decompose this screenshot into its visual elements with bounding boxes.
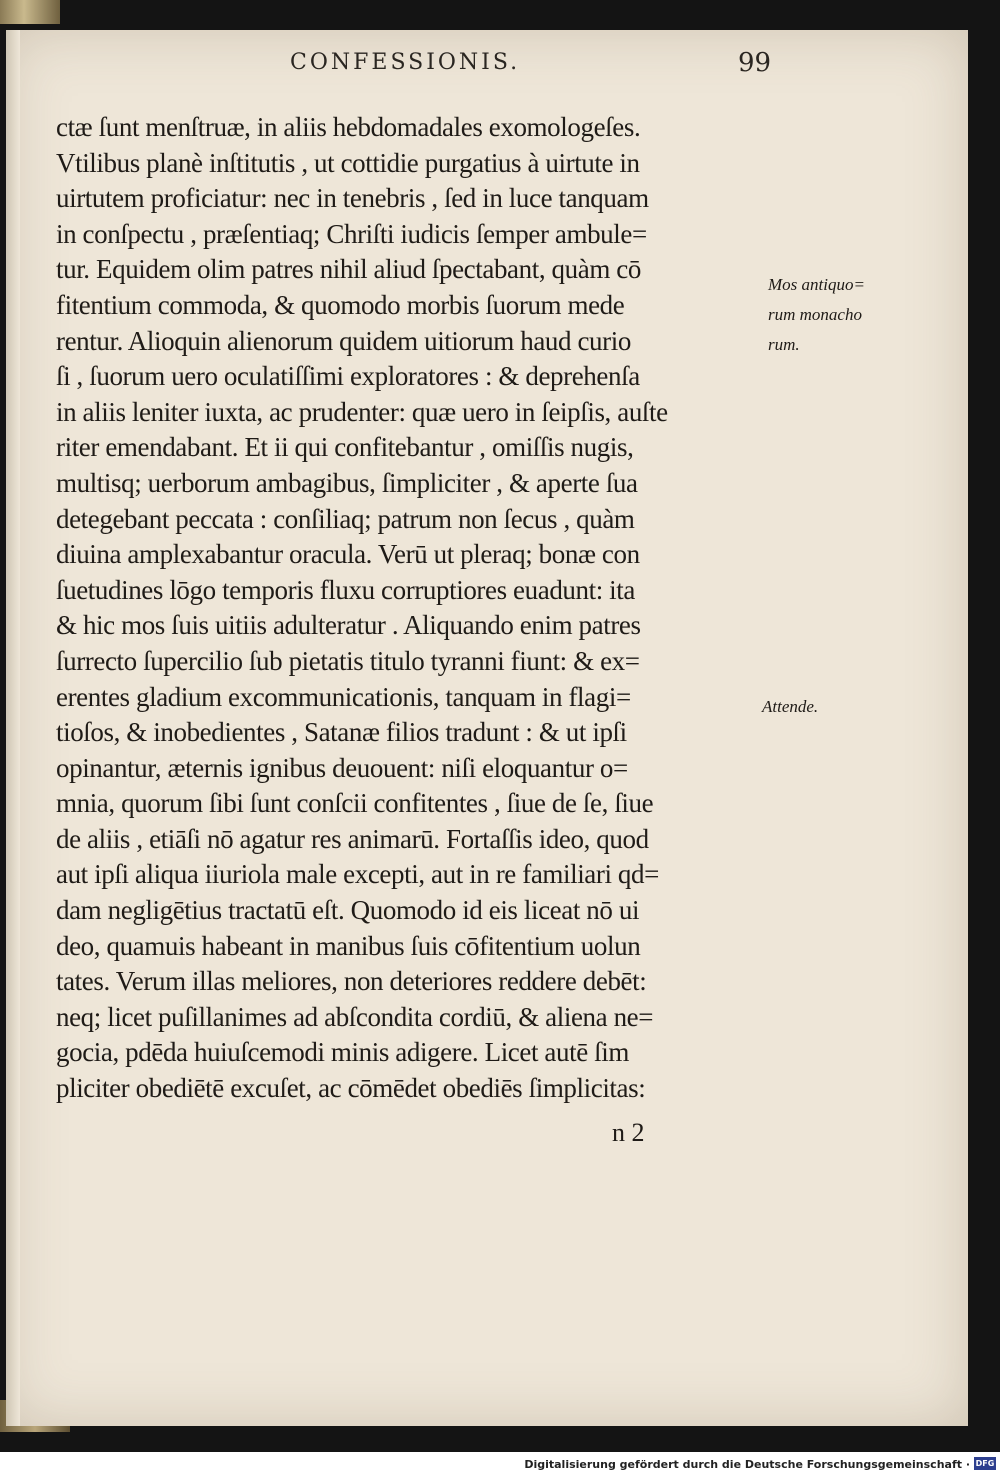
text-line: mnia, quorum ſibi ſunt conſcii confitentes , ſiue de ſe, ſiue xyxy=(56,788,654,819)
text-line: deo, quamuis habeant in manibus ſuis cōfitentium uolun xyxy=(56,930,641,961)
text-line: fitentium commoda, & quomodo morbis ſuorum mede xyxy=(56,289,625,320)
text-line: Vtilibus planè inſtitutis , ut cottidie purgatius à uirtute in xyxy=(56,147,640,178)
text-line: tioſos, & inobedientes , Satanæ filios tradunt : & ut ipſi xyxy=(56,717,627,748)
text-line: tur. Equidem olim patres nihil aliud ſpectabant, quàm cō xyxy=(56,254,641,285)
page-gutter-shadow xyxy=(6,30,20,1426)
body-text xyxy=(56,110,776,1107)
text-line: rentur. Alioquin alienorum quidem uitiorum haud curio xyxy=(56,325,631,356)
text-line: de aliis , etiāſi nō agatur res animarū. Fortaſſis ideo, quod xyxy=(56,823,649,854)
text-line: & hic mos ſuis uitiis adulteratur . Aliquando enim patres xyxy=(56,610,641,641)
text-line: ſuetudines lōgo temporis fluxu corruptiores euadunt: ita xyxy=(56,574,635,605)
text-line: ſurrecto ſupercilio ſub pietatis titulo tyranni fiunt: & ex= xyxy=(56,645,640,676)
margin-note-line: Mos antiquo= xyxy=(768,275,865,294)
text-line: aut ipſi aliqua iiuriola male excepti, aut in re familiari qd= xyxy=(56,859,659,890)
margin-note-line: Attende. xyxy=(762,697,819,716)
margin-note-mos-antiquorum xyxy=(768,270,865,360)
text-line: opinantur, æternis ignibus deuouent: niſi eloquantur o= xyxy=(56,752,628,783)
text-line: tates. Verum illas meliores, non deteriores reddere debēt: xyxy=(56,966,647,997)
text-line: ctæ ſunt menſtruæ, in aliis hebdomadales exomologeſes. xyxy=(56,112,641,142)
text-line: neq; licet puſillanimes ad abſcondita cordiū, & aliena ne= xyxy=(56,1001,654,1032)
text-line: in conſpectu , præſentiaq; Chriſti iudicis ſemper ambule= xyxy=(56,218,647,249)
funding-notice: Digitalisierung gefördert durch die Deutsche Forschungsgemeinschaft · xyxy=(524,1458,970,1471)
margin-note-attende xyxy=(762,692,818,722)
text-line: riter emendabant. Et ii qui confitebantur , omiſſis nugis, xyxy=(56,432,634,463)
dfg-logo: DFG xyxy=(975,1459,995,1468)
text-line: in aliis leniter iuxta, ac prudenter: quæ uero in ſeipſis, auſte xyxy=(56,396,668,427)
text-line: uirtutem proficiatur: nec in tenebris , ſed in luce tanquam xyxy=(56,183,649,214)
text-line: dam negligētius tractatū eſt. Quomodo id eis liceat nō ui xyxy=(56,895,640,926)
margin-note-line: rum monacho xyxy=(768,305,862,324)
text-line: detegebant peccata : conſiliaq; patrum non ſecus , quàm xyxy=(56,503,635,534)
text-line: multisq; uerborum ambagibus, ſimpliciter , & aperte ſua xyxy=(56,467,638,498)
signature-mark: n 2 xyxy=(612,1118,645,1147)
margin-note-line: rum. xyxy=(768,335,800,354)
text-line: gocia, pdēda huiuſcemodi minis adigere. Licet autē ſim xyxy=(56,1037,629,1068)
text-line: ſi , ſuorum uero oculatiſſimi exploratores : & deprehenſa xyxy=(56,361,640,392)
binding-edge-top xyxy=(0,0,60,24)
page-number: 99 xyxy=(738,48,772,78)
text-line: pliciter obediētē excuſet, ac cōmēdet obediēs ſimplicitas: xyxy=(56,1073,646,1104)
running-head: CONFESSIONIS. xyxy=(290,50,521,75)
text-line: erentes gladium excommunicationis, tanquam in flagi= xyxy=(56,681,631,712)
text-line: diuina amplexabantur oracula. Verū ut pleraq; bonæ con xyxy=(56,539,640,570)
